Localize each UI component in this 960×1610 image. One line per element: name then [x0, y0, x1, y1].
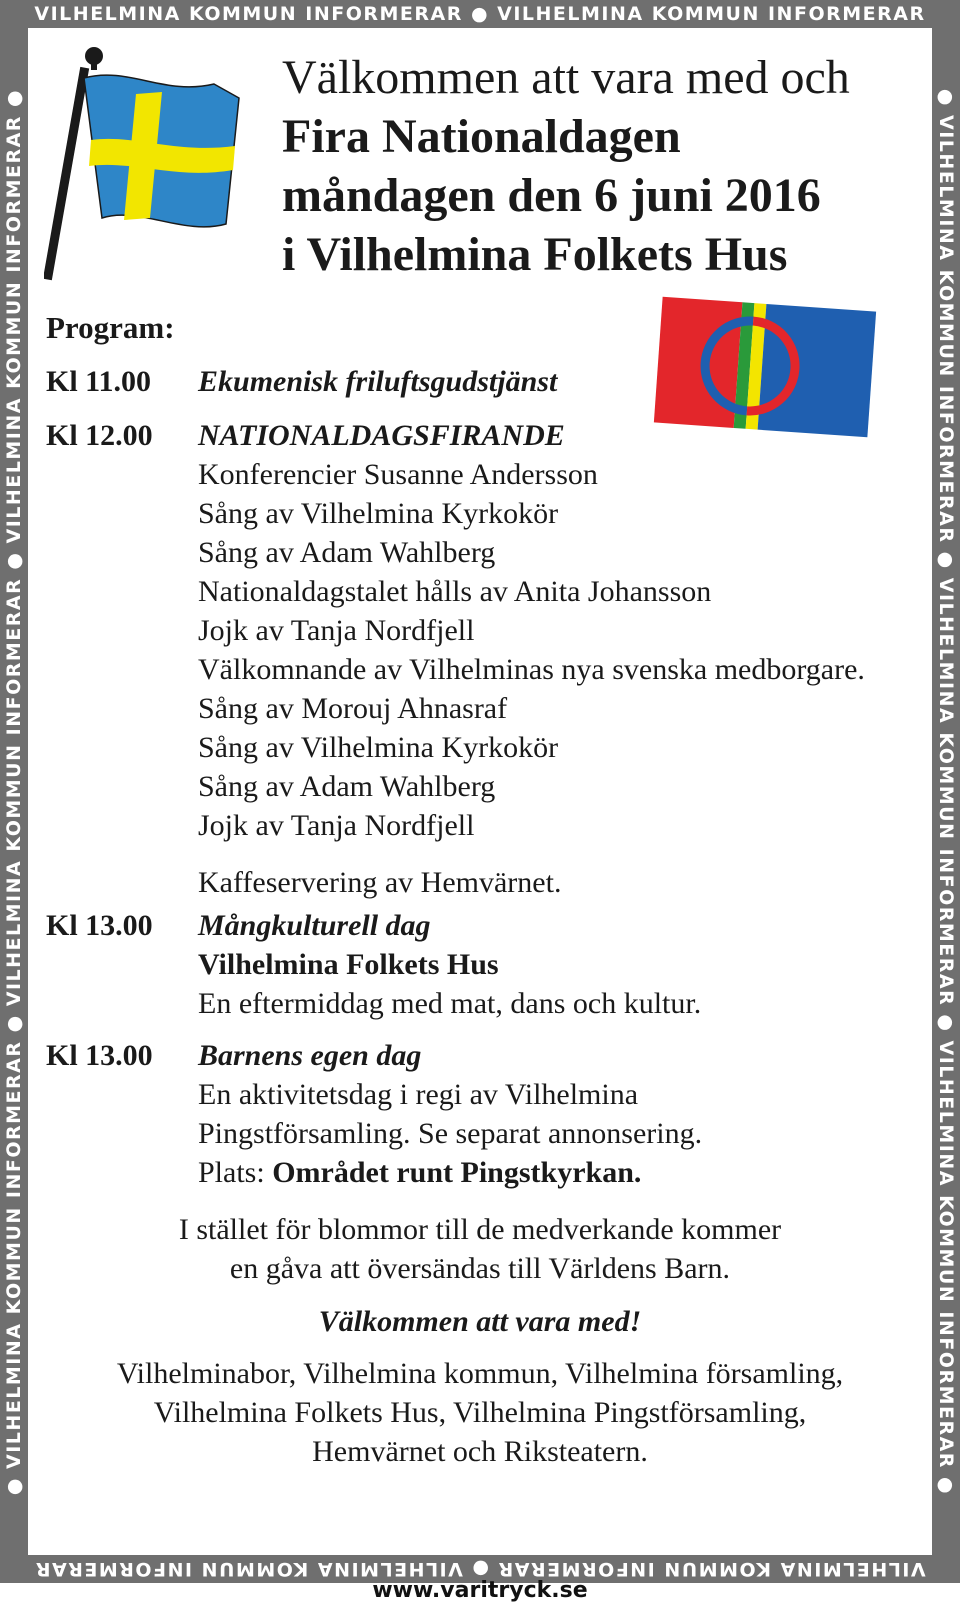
program-item-2-line: Sång av Vilhelmina Kyrkokör: [198, 731, 559, 764]
program-item-3-time: Kl 13.00: [46, 909, 153, 942]
welcome-text: Välkommen att vara med!: [318, 1305, 642, 1338]
headline: [282, 48, 922, 284]
program-item-2-line: Jojk av Tanja Nordfjell: [198, 809, 475, 842]
program-item-2-extra: Kaffeservering av Hemvärnet.: [198, 866, 562, 899]
program-item-3-line: En eftermiddag med mat, dans och kultur.: [198, 987, 702, 1020]
program-item-2-line: Jojk av Tanja Nordfjell: [198, 614, 475, 647]
organizers: [28, 1354, 932, 1471]
gift-note: [28, 1210, 932, 1288]
headline-line-3: måndagen den 6 juni 2016: [282, 169, 821, 222]
swedish-flag-icon: [44, 36, 244, 286]
program-item-2-desc: [198, 416, 865, 902]
headline-line-4: i Vilhelmina Folkets Hus: [282, 228, 788, 281]
program-label: Program:: [46, 310, 175, 345]
program-item-4-line: Pingstförsamling. Se separat annonsering.: [198, 1117, 703, 1150]
program-item-2-line: Sång av Vilhelmina Kyrkokör: [198, 497, 559, 530]
program-item-4-time: Kl 13.00: [46, 1039, 153, 1072]
program-item-3-subtitle: Vilhelmina Folkets Hus: [198, 948, 499, 981]
program-item-4-desc: [198, 1036, 702, 1192]
headline-line-1: Välkommen att vara med och: [282, 51, 850, 104]
border-left-banner: [0, 28, 28, 1555]
organizers-line-1: Vilhelminabor, Vilhelmina kommun, Vilhelmina församling,: [116, 1357, 844, 1390]
program-item-4-title: Barnens egen dag: [198, 1039, 422, 1072]
program-item-2-line: Sång av Adam Wahlberg: [198, 536, 496, 569]
program-item-1-desc: [198, 362, 557, 401]
program-item-2-title: NATIONALDAGSFIRANDE: [198, 419, 565, 452]
announcement-content: [28, 28, 932, 1555]
program-item-4-place: [198, 1153, 702, 1192]
program-item-2-line: Sång av Morouj Ahnasraf: [198, 692, 508, 725]
gift-note-line-2: en gåva att översändas till Världens Barn.: [229, 1252, 731, 1285]
program-item-2-line: Konferencier Susanne Andersson: [198, 458, 598, 491]
border-top-banner: VILHELMINA KOMMUN INFORMERAR ● VILHELMINA KOMMUN INFORMERAR: [0, 0, 960, 28]
place-value: Området runt Pingstkyrkan.: [272, 1156, 642, 1189]
program-item-1-title: Ekumenisk friluftsgudstjänst: [198, 365, 558, 398]
footer-url: www.varitryck.se: [372, 1578, 588, 1603]
program-item-2-line: Sång av Adam Wahlberg: [198, 770, 496, 803]
program-item-2-line: Välkomnande av Vilhelminas nya svenska medborgare.: [198, 653, 865, 686]
border-bottom-banner: VILHELMINA KOMMUN INFORMERAR ● VILHELMINA KOMMUN INFORMERAR: [0, 1555, 960, 1583]
headline-line-2: Fira Nationaldagen: [282, 110, 681, 163]
border-left-text: ● VILHELMINA KOMMUN INFORMERAR ● VILHELMINA KOMMUN INFORMERAR ● VILHELMINA KOMMUN INFORMERAR ●: [3, 88, 25, 1495]
program-item-2-time: Kl 12.00: [46, 419, 153, 452]
organizers-line-3: Hemvärnet och Riksteatern.: [312, 1435, 648, 1468]
program-item-3-title: Mångkulturell dag: [198, 909, 431, 942]
program-item-4-line: En aktivitetsdag i regi av Vilhelmina: [198, 1078, 639, 1111]
program-item-1-time: Kl 11.00: [46, 365, 152, 398]
border-right-banner: [932, 28, 960, 1555]
border-right-text: ● VILHELMINA KOMMUN INFORMERAR ● VILHELMINA KOMMUN INFORMERAR ● VILHELMINA KOMMUN INFORMERAR ●: [935, 88, 957, 1495]
gift-note-line-1: I stället för blommor till de medverkande kommer: [178, 1213, 782, 1246]
program-item-3-desc: [198, 906, 701, 1023]
organizers-line-2: Vilhelmina Folkets Hus, Vilhelmina Pingstförsamling,: [153, 1396, 807, 1429]
place-label: Plats:: [198, 1156, 265, 1189]
program-item-2-line: Nationaldagstalet hålls av Anita Johansson: [198, 575, 712, 608]
